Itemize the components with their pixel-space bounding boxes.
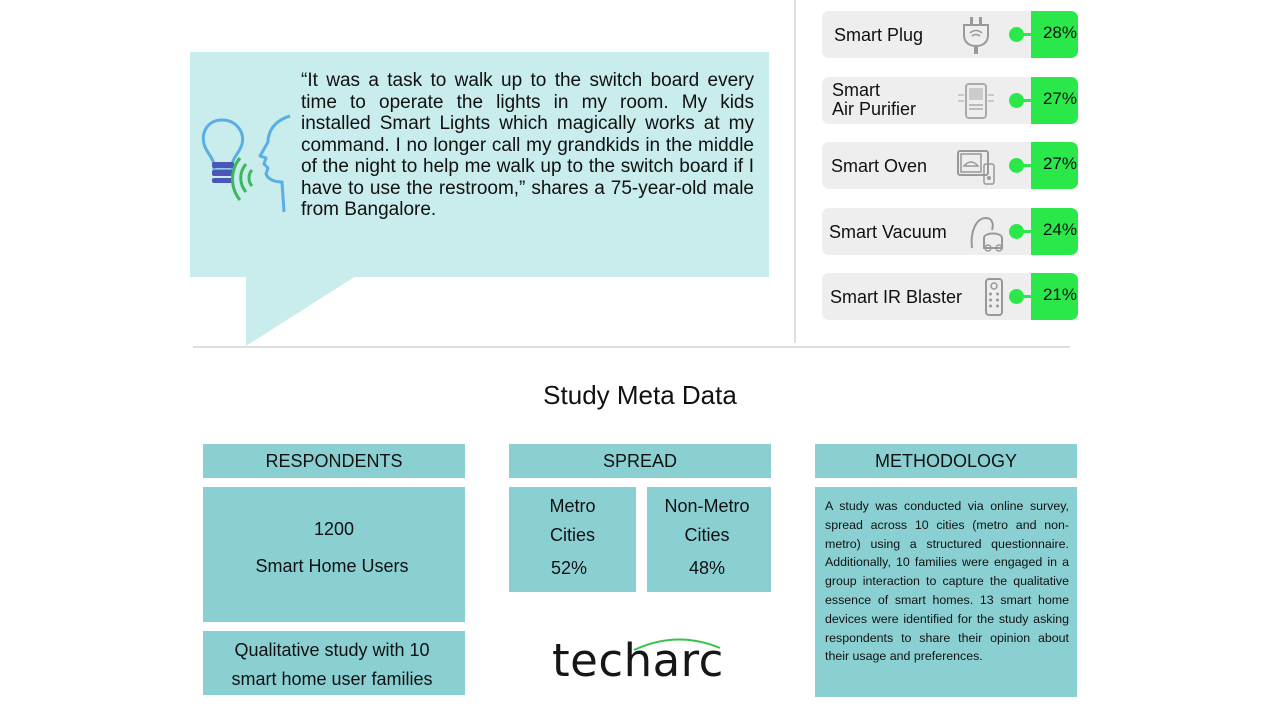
respondents-label: Smart Home Users	[255, 556, 409, 576]
bulb-voice-icon	[198, 112, 294, 216]
methodology-header: METHODOLOGY	[815, 444, 1077, 478]
horizontal-divider	[193, 346, 1070, 348]
non-metro-value: 48%	[688, 558, 726, 578]
metro-cities-box	[509, 487, 636, 592]
percentage-badge: 24%	[1031, 208, 1078, 255]
percentage-badge: 28%	[1031, 11, 1078, 58]
vertical-divider	[794, 0, 796, 343]
device-name: Smart IR Blaster	[830, 287, 963, 307]
metro-label-line1: Metro	[549, 496, 596, 516]
device-row-smart-oven	[822, 142, 1078, 189]
quote-text: “It was a task to walk up to the switch board every time to operate the lights in my room. My kids installed Smart Lights which magically works at my command. I no longer call my grandkids in the middle of the night to help me walk up to the switch board if I have to use the restroom,” shares a 75-year-old male from Bangalore.	[301, 70, 754, 220]
device-row-smart-vacuum	[822, 208, 1078, 255]
device-name-line1: Smart	[832, 80, 881, 100]
device-name-line2: Air Purifier	[832, 99, 917, 119]
respondents-count-box	[203, 487, 465, 622]
percentage-badge: 21%	[1031, 273, 1078, 320]
metro-label-line2: Cities	[549, 525, 595, 545]
metro-value: 52%	[550, 558, 588, 578]
logo-accent-arc	[632, 636, 722, 652]
non-metro-label-line1: Non-Metro	[664, 496, 750, 516]
device-row-smart-air-purifier	[822, 77, 1078, 124]
plug-icon	[956, 15, 996, 55]
quote-bubble-tail	[246, 276, 356, 346]
spread-header: SPREAD	[509, 444, 771, 478]
methodology-text: A study was conducted via online survey, spread across 10 cities (metro and non-metro) using a structured questionnaire. Additionally, 10 families were engaged in a group interaction to capture the qualitative essence of smart homes. 13 smart home devices were identified for the study asking respondents to share their opinion about their usage and preferences.	[825, 499, 1069, 664]
respondents-count: 1200	[313, 519, 355, 539]
qualitative-study-text: Qualitative study with 10 smart home user families	[231, 640, 433, 689]
non-metro-label-line2: Cities	[684, 525, 730, 545]
study-meta-title: Study Meta Data	[543, 380, 737, 410]
air-purifier-icon	[956, 81, 996, 121]
device-name: Smart Oven	[831, 156, 928, 176]
percentage-badge: 27%	[1031, 142, 1078, 189]
device-row-smart-ir-blaster	[822, 273, 1078, 320]
non-metro-cities-box	[647, 487, 771, 592]
oven-icon	[956, 146, 996, 186]
remote-icon	[974, 277, 1014, 317]
vacuum-icon	[968, 212, 1008, 252]
device-name: Smart Vacuum	[829, 222, 947, 242]
device-row-smart-plug	[822, 11, 1078, 58]
qualitative-study-box	[203, 631, 465, 695]
respondents-header: RESPONDENTS	[203, 444, 465, 478]
percentage-badge: 27%	[1031, 77, 1078, 124]
techarc-logo: techarc	[552, 634, 724, 687]
device-name: Smart Plug	[834, 25, 924, 45]
